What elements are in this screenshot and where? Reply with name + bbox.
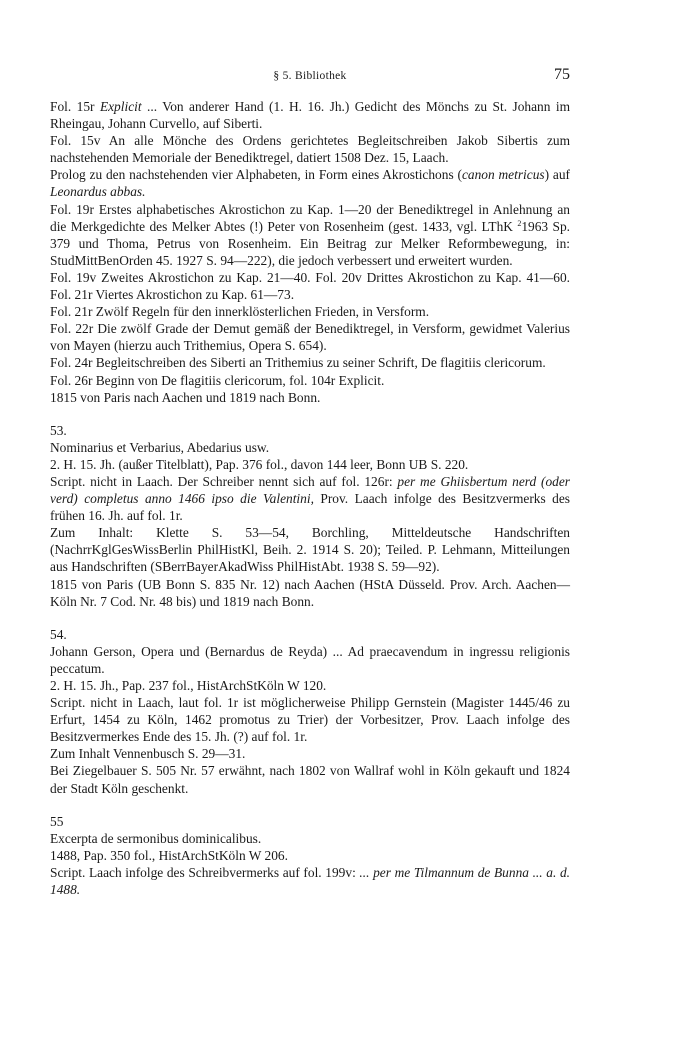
- spacer: [50, 797, 570, 813]
- entry-description: 2. H. 15. Jh., Pap. 237 fol., HistArchStKöln W 120.: [50, 678, 327, 693]
- paragraph-fol-19r: [50, 201, 570, 269]
- italic-text: ... per me Tilmannum de Bunna ... a. d. 1488.: [50, 864, 570, 898]
- entry-title: Nominarius et Verbarius, Abedarius usw.: [50, 439, 270, 455]
- text: Script. Laach infolge des Schreibvermerks auf fol. 199v:: [50, 864, 360, 880]
- paragraph-fol-22r: Fol. 22r Die zwölf Grade der Demut gemäß der Benediktregel, in Versform, gewidmet Valerius von Mayen (hierzu auch Trithemius, Opera S. 654).: [50, 321, 570, 354]
- entry-title: Excerpta de sermonibus dominicalibus.: [50, 830, 262, 846]
- running-head: § 5. Bibliothek: [273, 70, 347, 82]
- text: ... Von anderer Hand (1. H. 16. Jh.) Gedicht des Mönchs zu St. Johann im Rheingau, Johann Curvello, auf Siberti.: [50, 99, 570, 132]
- entry-script: Script. nicht in Laach, laut fol. 1r ist möglicherweise Philipp Gernstein (Magister 1445/46 zu Erfurt, 1454 zu Köln, 1462 promotus zu Trier) der Vorbesitzer, Prov. Laach infolge des Besitzvermerkes Ende des 15. Jh. (?) auf fol. 1r.: [50, 695, 570, 745]
- spacer: [50, 610, 570, 626]
- italic-text: canon metricus: [461, 167, 545, 183]
- paragraph-fol-19v: Fol. 19v Zweites Akrostichon zu Kap. 21—40. Fol. 20v Drittes Akrostichon zu Kap. 41—60. Fol. 21r Viertes Akrostichon zu Kap. 61—73.: [50, 269, 570, 303]
- entry-title: Johann Gerson, Opera und (Bernardus de Reyda) ... Ad praecavendum in ingressu religionis peccatum.: [50, 643, 570, 676]
- paragraph-fol-26r: Fol. 26r Beginn von De flagitiis clericorum, fol. 104r Explicit.: [50, 372, 385, 388]
- entry-number: 54.: [50, 626, 67, 642]
- paragraph-history: 1815 von Paris nach Aachen und 1819 nach Bonn.: [50, 389, 321, 405]
- entry-script: [50, 864, 570, 898]
- paragraph-fol-15r: [50, 98, 570, 132]
- text: Prolog zu den nachstehenden vier Alphabeten, in Form eines Akrostichons (: [50, 167, 462, 183]
- entry-number: 53.: [50, 422, 67, 438]
- entry-history: Bei Ziegelbauer S. 505 Nr. 57 erwähnt, nach 1802 von Wallraf wohl in Köln gekauft und 1824 der Stadt Köln geschenkt.: [50, 763, 570, 796]
- paragraph-fol-21r: Fol. 21r Zwölf Regeln für den innerklösterlichen Frieden, in Versform.: [50, 304, 430, 320]
- paragraph-fol-15v: Fol. 15v An alle Mönche des Ordens gerichtetes Begleitschreiben Jakob Sibertis zum nachstehenden Memoriale der Benediktregel, datiert 1508 Dez. 15, Laach.: [50, 133, 570, 166]
- paragraph-prolog: [50, 166, 570, 200]
- paragraph-fol-24r: Fol. 24r Begleitschreiben des Siberti an Trithemius zu seiner Schrift, De flagitiis clericorum.: [50, 355, 546, 371]
- entry-description: 2. H. 15. Jh. (außer Titelblatt), Pap. 376 fol., davon 144 leer, Bonn UB S. 220.: [50, 456, 469, 472]
- entry-content: Zum Inhalt: Klette S. 53—54, Borchling, Mitteldeutsche Handschriften (NachrrKglGesWissBerlin PhilHistKl, Beih. 2. 1914 S. 20); Teiled. P. Lehmann, Mitteilungen aus Handschriften (SBerrBayerAkadWiss PhilHistAbt. 1938 S. 59—92).: [50, 525, 570, 575]
- italic-text: Leonardus abbas.: [50, 184, 146, 200]
- entry-content: Zum Inhalt Vennenbusch S. 29—31.: [50, 746, 246, 762]
- entry-history: 1815 von Paris (UB Bonn S. 835 Nr. 12) nach Aachen (HStA Düsseld. Prov. Arch. Aachen—Köln Nr. 7 Cod. Nr. 48 bis) und 1819 nach Bonn.: [50, 576, 570, 609]
- page-body: [50, 98, 570, 898]
- page-header: [50, 66, 570, 88]
- page-number: 75: [554, 66, 570, 83]
- text: Prov. Laach infolge des Besitzvermerks des frühen 16. Jh. auf fol. 1r.: [50, 491, 570, 524]
- entry-number: 55: [50, 813, 64, 829]
- italic-text: per me Ghiisbertum nerd (oder verd) completus anno 1466 ipso die Valentini,: [50, 473, 570, 507]
- italic-text: Explicit: [99, 99, 142, 114]
- text: Fol. 19r Erstes alphabetisches Akrostichon zu Kap. 1—20 der Benediktregel in Anlehnung an die Merkgedichte des Melker Abtes (!) Peter von Rosenheim (gest. 1433, vgl. LThK: [50, 201, 570, 234]
- text: Script. nicht in Laach. Der Schreiber nennt sich auf fol. 126r:: [50, 473, 398, 489]
- entry-script: [50, 473, 570, 524]
- superscript: 2: [517, 218, 522, 228]
- entry-description: 1488, Pap. 350 fol., HistArchStKöln W 206.: [50, 847, 288, 863]
- text: ) auf: [544, 167, 570, 183]
- text: Fol. 15r: [50, 99, 100, 114]
- text: 1963 Sp. 379 und Thoma, Petrus von Rosenheim. Ein Beitrag zur Melker Reformbewegung, in: StudMittBenOrden 45. 1927 S. 94—222), die jedoch verbessert und erweitert wurden.: [50, 218, 570, 268]
- spacer: [50, 406, 570, 422]
